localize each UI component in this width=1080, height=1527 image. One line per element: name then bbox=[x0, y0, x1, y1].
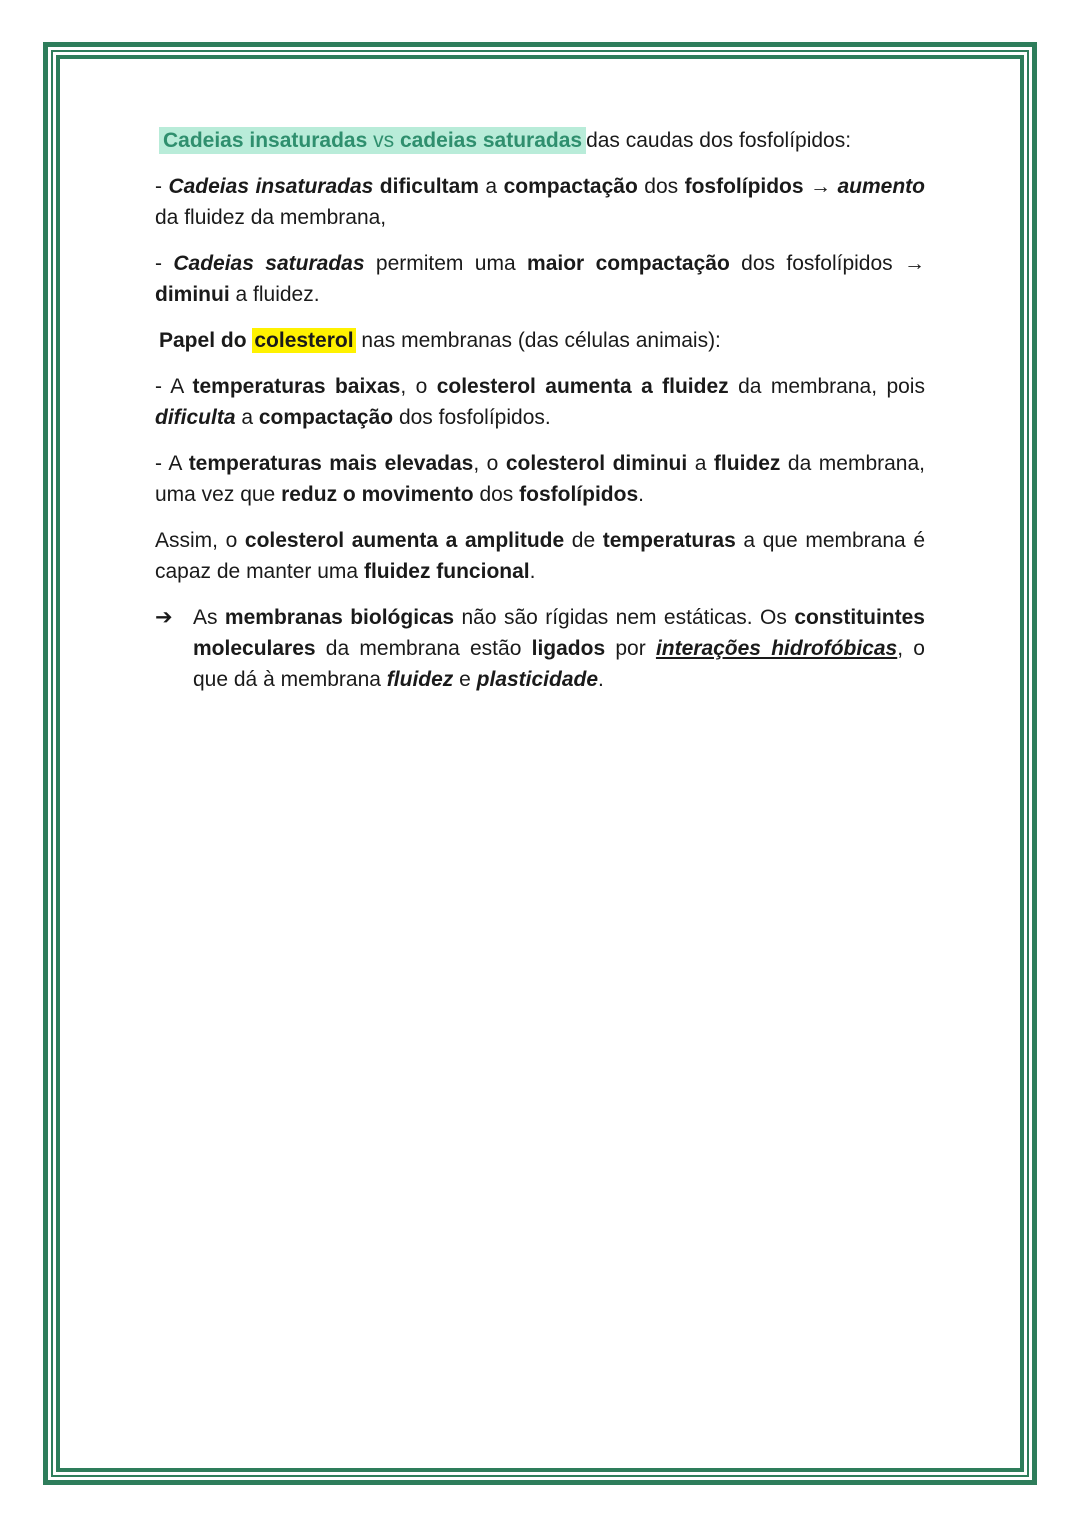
heading-chains: Cadeias insaturadas vs cadeias saturadas das caudas dos fosfolípidos: bbox=[155, 125, 925, 156]
arrow-bullet-icon: ➔ bbox=[155, 606, 173, 629]
document-body bbox=[155, 125, 925, 695]
paragraph-saturated: - Cadeias saturadas permitem uma maior compactação dos fosfolípidos → diminui a fluidez. bbox=[155, 252, 926, 306]
paragraph-unsaturated: - Cadeias insaturadas dificultam a compactação dos fosfolípidos → aumento da fluidez da membrana, bbox=[155, 175, 925, 229]
highlight-unsaturated-vs-saturated: Cadeias insaturadas vs cadeias saturadas bbox=[159, 127, 586, 154]
paragraph-high-temperatures: - A temperaturas mais elevadas, o colesterol diminui a fluidez da membrana, uma vez que reduz o movimento dos fosfolípidos. bbox=[155, 452, 925, 506]
paragraph-conclusion: Assim, o colesterol aumenta a amplitude de temperaturas a que membrana é capaz de manter uma fluidez funcional. bbox=[155, 529, 925, 583]
paragraph-low-temperatures: - A temperaturas baixas, o colesterol aumenta a fluidez da membrana, pois dificulta a compactação dos fosfolípidos. bbox=[155, 375, 925, 429]
bullet-text: As membranas biológicas não são rígidas nem estáticas. Os constituintes moleculares da membrana estão ligados por interações hidrofóbicas, o que dá à membrana fluidez e plasticidade. bbox=[193, 606, 925, 691]
heading-cholesterol: Papel do colesterol nas membranas (das células animais): bbox=[159, 329, 721, 352]
bullet-membranes bbox=[155, 602, 925, 695]
highlight-cholesterol: colesterol bbox=[254, 329, 354, 352]
